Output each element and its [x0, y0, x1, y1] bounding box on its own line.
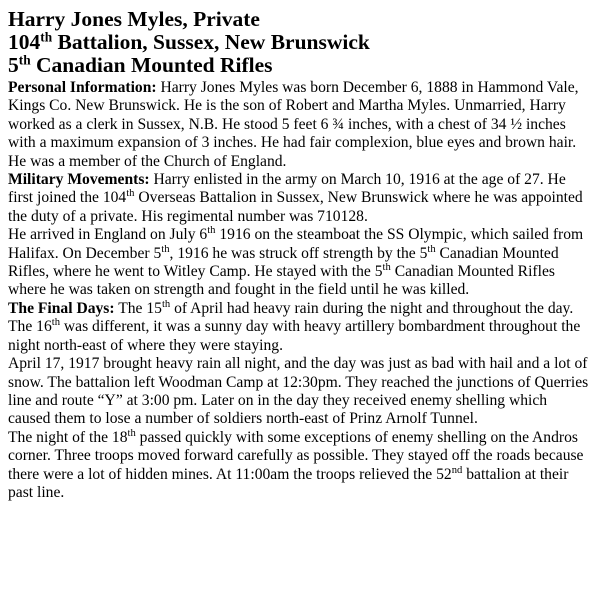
ordinal-sup: th [127, 427, 136, 439]
ordinal-sup: nd [451, 464, 463, 476]
battalion-ordinal: th [40, 29, 53, 45]
final-days-paragraph-4 [8, 429, 590, 503]
military-text-2c: , 1916 he was struck off strength by the 5 [169, 244, 428, 262]
final-text-2b: was different, it was a sunny day with heavy artillery bombardment throughout the night north-east of where they were staying. [8, 318, 581, 354]
ordinal-sup: th [427, 243, 436, 255]
regiment-title [8, 54, 590, 77]
final-text-4c: battalion at their past line. [8, 465, 569, 501]
ordinal-sup: th [126, 188, 135, 200]
military-paragraph-2 [8, 226, 590, 300]
battalion-title [8, 31, 590, 54]
final-text-3: April 17, 1917 brought heavy rain all night, and the day was just as bad with hail and a lot of snow. The battalion left Woodman Camp at 12:30pm. They reached the junctions of Querries line and route “Y” at 3:00 pm. Later on in the day they received enemy shelling which caused them to lose a number of soldiers north-east of Prinz Arnolf Tunnel. [8, 355, 589, 428]
personal-info-paragraph [8, 79, 590, 171]
final-days-paragraph-2 [8, 318, 590, 355]
ordinal-sup: th [161, 299, 171, 311]
regiment-name: Canadian Mounted Rifles [30, 53, 273, 77]
personal-info-label: Personal Information: [8, 79, 157, 96]
personal-info-text: Harry Jones Myles was born December 6, 1888 in Hammond Vale, Kings Co. New Brunswick. He is the son of Robert and Martha Myles. Unmarried, Harry worked as a clerk in Sussex, N.B. He stood 5 feet 6 ¾ inches, with a chest of 34 ½ inches with a maximum expansion of 3 inches. He had fair complexion, blue eyes and brown hair. He was a member of the Church of England. [8, 79, 579, 170]
regiment-ordinal: th [18, 52, 31, 68]
final-days-paragraph-1 [8, 300, 590, 318]
final-text-4a: The night of the 18 [8, 428, 128, 446]
ordinal-sup: th [161, 243, 170, 255]
military-label: Military Movements: [8, 171, 150, 189]
military-text-2e: Canadian Mounted Rifles where he was taken on strength and fought in the field until he was killed. [8, 263, 555, 299]
military-text-2b: 1916 on the steamboat the SS Olympic, which sailed from Halifax. On December 5 [8, 226, 584, 262]
military-text-2d: Canadian Mounted Rifles, where he went to Witley Camp. He stayed with the 5 [8, 244, 559, 281]
final-text-1b: of April had heavy rain during the night and throughout the day. [170, 299, 574, 317]
final-text-4b: passed quickly with some exceptions of enemy shelling on the Andros corner. Three troops moved forward carefully as possible. They stayed off the roads because there were a lot of hidden mines. At 11:00am the troops relieved the 52 [8, 428, 584, 483]
military-text-1b: Overseas Battalion in Sussex, New Brunswick where he was appointed the duty of a private. His regimental number was 710128. [8, 189, 583, 225]
final-days-paragraph-3 [8, 355, 590, 429]
military-text-1a: Harry enlisted in the army on March 10, 1916 at the age of 27. He first joined the 104 [8, 171, 566, 207]
title-line-1: Harry Jones Myles, Private [8, 7, 260, 31]
document-body [8, 79, 590, 502]
regiment-number: 5 [8, 53, 19, 77]
battalion-name: Battalion, Sussex, New Brunswick [52, 30, 370, 54]
ordinal-sup: th [382, 262, 391, 274]
final-text-2a: The 16 [8, 318, 52, 336]
battalion-number: 104 [8, 30, 41, 54]
military-paragraph-1 [8, 171, 590, 226]
document-header [8, 8, 590, 77]
final-days-label: The Final Days: [8, 299, 115, 317]
military-text-2a: He arrived in England on July 6 [8, 226, 208, 244]
soldier-name-title [8, 8, 590, 31]
final-text-1a: The 15 [114, 299, 162, 317]
ordinal-sup: th [207, 225, 216, 237]
ordinal-sup: th [51, 317, 60, 329]
